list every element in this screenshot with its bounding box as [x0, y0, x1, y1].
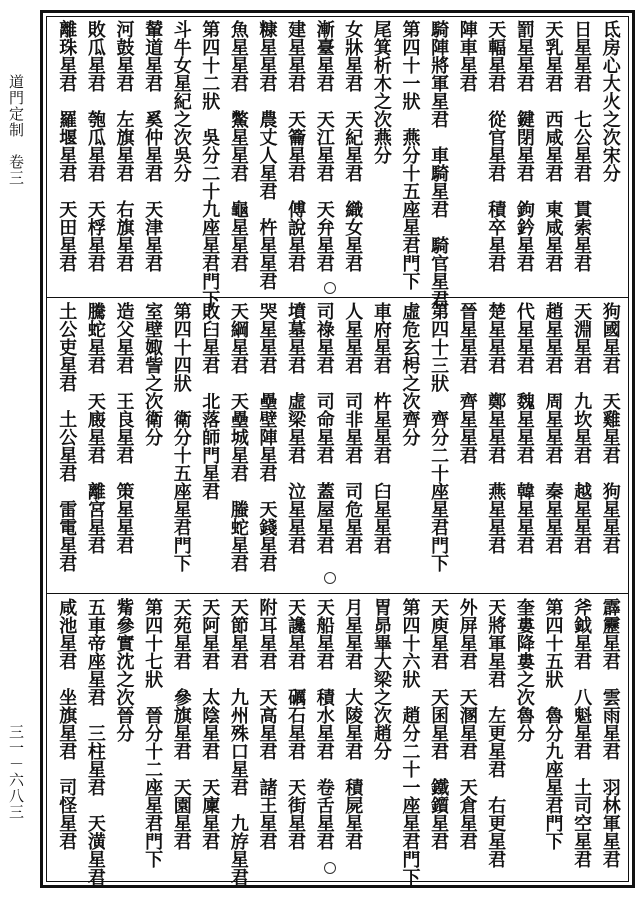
- text-column: 魚星星君 鱉星星君 龜星星君: [227, 20, 249, 272]
- text-column: 室壁娵訾之次衛分: [142, 302, 164, 446]
- margin-book-title: 道門定制 卷三: [7, 74, 25, 186]
- text-column: 月星星君 大陵星君 積屍星君: [342, 598, 364, 850]
- text-column: 輦道星君 奚仲星君 天津星君: [142, 20, 164, 272]
- text-column: 天苑星君 參旗星君 天園星君: [170, 598, 192, 850]
- text-panel-middle: [52, 302, 624, 587]
- text-column: 胃昴畢大梁之次趙分: [370, 598, 392, 760]
- panel-divider-2: [46, 593, 629, 594]
- text-column: 第四十三狀 齊分二十座星君門下: [428, 302, 450, 572]
- text-column: 敗臼星君 北落師門星君: [199, 302, 221, 500]
- text-column: 敗瓜星君 匏瓜星君 天桴星君: [84, 20, 106, 272]
- text-column: 天節星君 九州殊口星君 九斿星君: [227, 598, 249, 886]
- text-column: 建星星君 天籥星君 傅說星君: [285, 20, 307, 272]
- text-column: 陣車星君: [456, 20, 478, 92]
- text-column: 車府星君 杵星星君 臼星星君: [370, 302, 392, 554]
- text-column: 斧鉞星君 八魁星君 土司空星君: [571, 598, 593, 868]
- text-column: 天綱星君 天壘城星君 螣蛇星君: [227, 302, 249, 572]
- text-column: 代星星君 魏星星君 韓星星君: [513, 302, 535, 554]
- text-column: 天輻星君 從官星君 積卒星君: [485, 20, 507, 272]
- text-column: 騎陣將軍星君 車騎星君 騎官星君: [428, 20, 450, 308]
- text-column: 第四十六狀 趙分二十一座星君門下: [399, 598, 421, 886]
- text-column: 人星星君 司非星君 司危星君: [342, 302, 364, 554]
- text-column: 狗國星君 天雞星君 狗星星君: [599, 302, 621, 554]
- text-column: 女牀星君 天紀星君 織女星君: [342, 20, 364, 272]
- text-column: 第四十五狀 魯分九座星君門下: [542, 598, 564, 850]
- binding-hole-mark: [324, 282, 336, 294]
- text-column: 第四十七狀 晉分十二座星君門下: [142, 598, 164, 868]
- text-column: 漸臺星君 天江星君 天弁星君: [313, 20, 335, 272]
- text-column: 第四十一狀 燕分十五座星君門下: [399, 20, 421, 290]
- text-column: 趙星星君 周星星君 秦星星君: [542, 302, 564, 554]
- text-column: 天船星君 積水星君 卷舌星君: [313, 598, 335, 850]
- margin-page-number: 三一－六八三: [7, 724, 25, 820]
- text-column: 天將軍星君 左更星君 右更星君: [485, 598, 507, 868]
- text-column: 天庾星君 天囷星君 鐵鑕星君: [428, 598, 450, 850]
- text-column: 騰蛇星君 天廄星君 離宮星君: [84, 302, 106, 554]
- text-column: 咸池星君 坐旗星君 司怪星君: [56, 598, 78, 850]
- text-column: 墳墓星君 虛梁星君 泣星星君: [285, 302, 307, 554]
- text-column: 楚星星君 鄭星星君 燕星星君: [485, 302, 507, 554]
- text-column: 日星星君 七公星君 貫索星君: [571, 20, 593, 272]
- text-column: 尾箕析木之次燕分: [370, 20, 392, 164]
- text-column: 附耳星君 天高星君 諸王星君: [256, 598, 278, 850]
- text-column: 虛危玄枵之次齊分: [399, 302, 421, 446]
- text-panel-top: [52, 20, 624, 308]
- binding-hole-mark: [324, 572, 336, 584]
- text-column: 外屏星君 天溷星君 天倉星君: [456, 598, 478, 850]
- text-column: 造父星君 王良星君 策星星君: [113, 302, 135, 554]
- text-column: 土公吏星君 土公星君 雷電星君: [56, 302, 78, 572]
- text-column: 天阿星君 太陰星君 天廩星君: [199, 598, 221, 850]
- binding-hole-mark: [324, 862, 336, 874]
- text-column: 氐房心大火之次宋分: [599, 20, 621, 182]
- text-column: 斗牛女星紀之次吳分: [170, 20, 192, 182]
- text-column: 天乳星君 西咸星君 東咸星君: [542, 20, 564, 272]
- text-column: 天讒星君 礪石星君 天街星君: [285, 598, 307, 850]
- text-column: 河鼓星君 左旗星君 右旗星君: [113, 20, 135, 272]
- text-column: 離珠星君 羅堰星君 天田星君: [56, 20, 78, 272]
- text-column: 晉星星君 齊星星君: [456, 302, 478, 464]
- text-column: 五車帝座星君 三柱星君 天潢星君: [84, 598, 106, 886]
- text-column: 第四十二狀 吳分二十九座星君門下: [199, 20, 221, 308]
- text-column: 天淵星君 九坎星君 越星星君: [571, 302, 593, 554]
- panel-divider-1: [46, 297, 629, 298]
- text-column: 奎婁降婁之次魯分: [513, 598, 535, 742]
- text-column: 罰星星君 鍵閉星君 鉤鈐星君: [513, 20, 535, 272]
- text-column: 霹靂星君 雲雨星君 羽林軍星君: [599, 598, 621, 868]
- text-column: 哭星星君 壘壁陣星君 天錢星君: [256, 302, 278, 572]
- text-column: 糠星星君 農丈人星君 杵星星君: [256, 20, 278, 290]
- text-panel-bottom: [52, 598, 624, 886]
- text-column: 觜參實沈之次晉分: [113, 598, 135, 742]
- text-column: 第四十四狀 衛分十五座星君門下: [170, 302, 192, 572]
- text-column: 司祿星君 司命星君 蓋屋星君: [313, 302, 335, 554]
